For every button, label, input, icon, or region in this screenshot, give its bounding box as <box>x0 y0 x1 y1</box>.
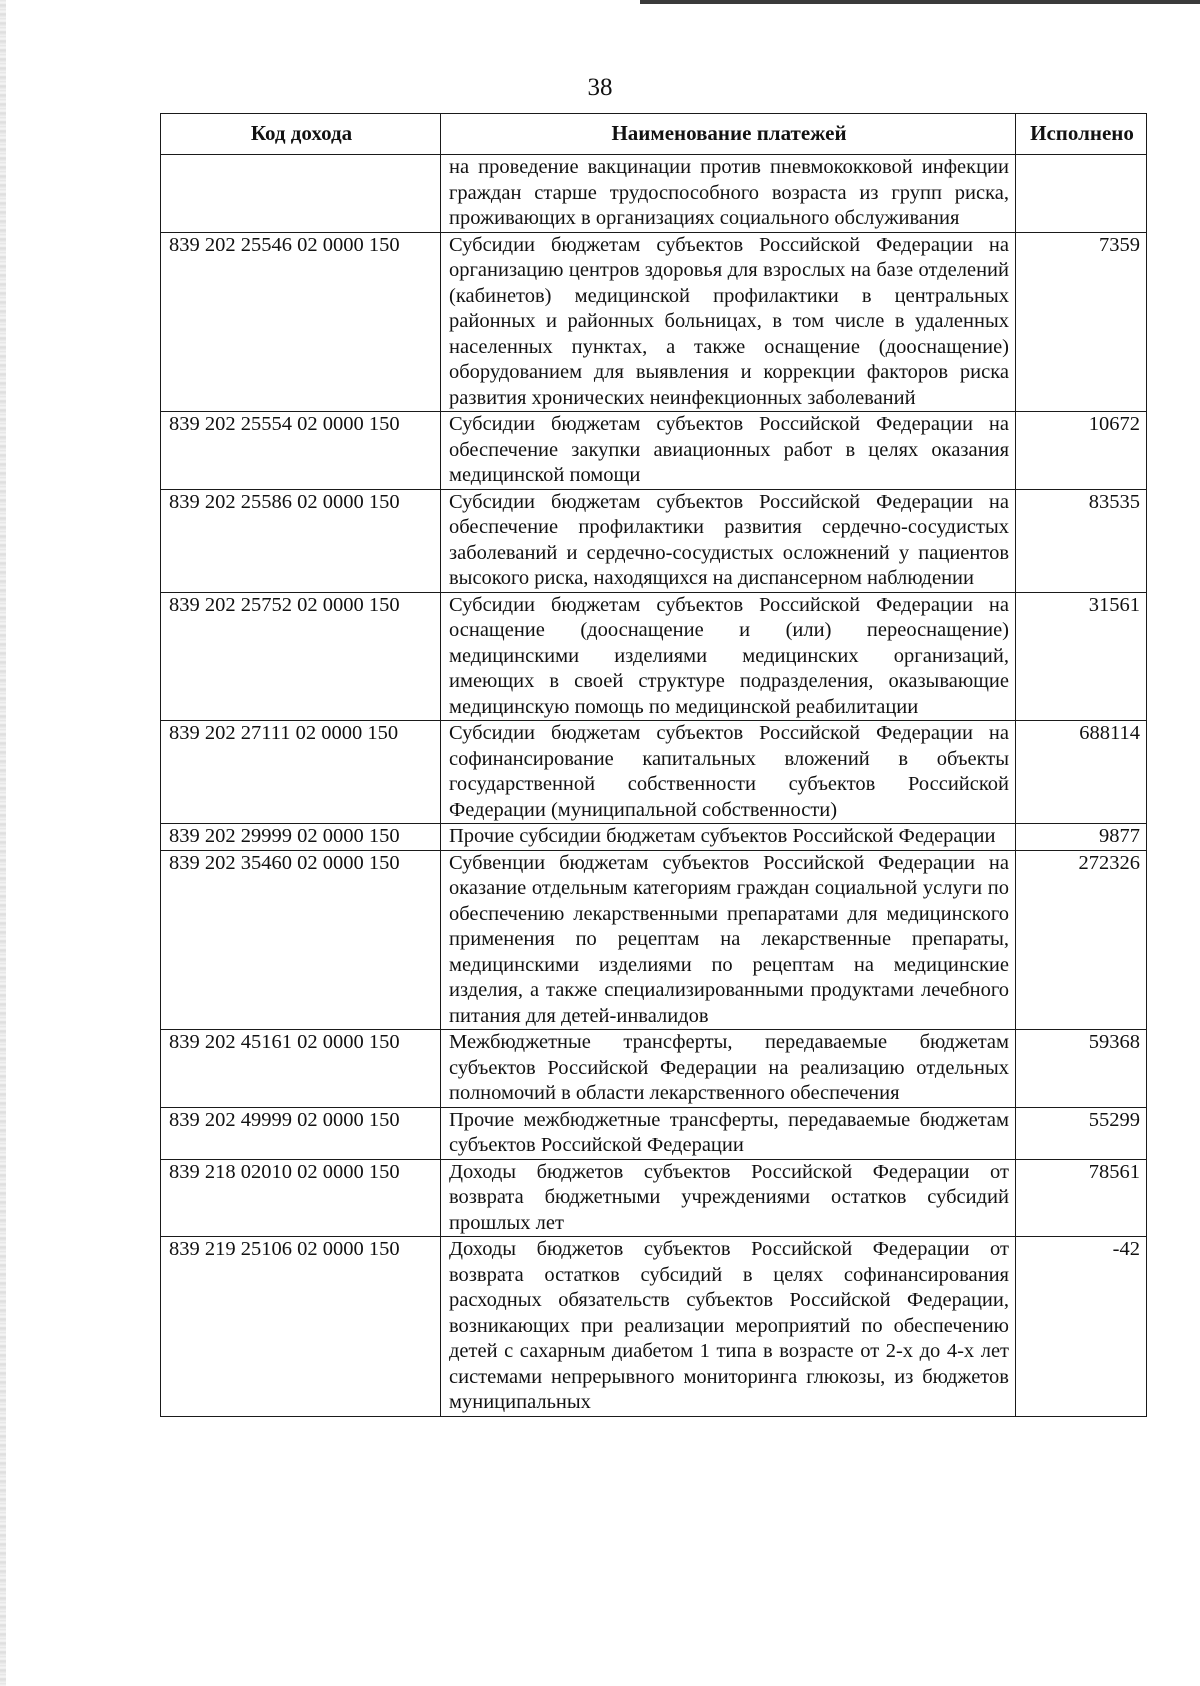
payment-name: Субсидии бюджетам субъектов Российской Федерации на обеспечение профилактики развития сердечно-сосудистых заболеваний и сердечно-сосудистых осложнений у пациентов высокого риска, находящихся на диспансерном наблюдении <box>441 489 1016 592</box>
income-code: 839 202 29999 02 0000 150 <box>161 824 441 851</box>
payment-name: на проведение вакцинации против пневмококковой инфекции граждан старше трудоспособного возраста из групп риска, проживающих в организациях социального обслуживания <box>441 155 1016 233</box>
header-code: Код дохода <box>161 114 441 155</box>
table-row <box>161 1159 1147 1237</box>
payment-name: Субсидии бюджетам субъектов Российской Федерации на оснащение (дооснащение и (или) переоснащение) медицинскими изделиями медицинских организаций, имеющих в своей структуре подразделения, оказывающие медицинскую помощь по медицинской реабилитации <box>441 592 1016 721</box>
income-code: 839 202 49999 02 0000 150 <box>161 1107 441 1159</box>
table-row <box>161 412 1147 490</box>
payment-name: Субсидии бюджетам субъектов Российской Федерации на организацию центров здоровья для взрослых на базе отделений (кабинетов) медицинской профилактики в центральных районных и районных больницах, в том числе в удаленных населенных пунктах, а также оснащение (дооснащение) оборудованием для выявления и коррекции факторов риска развития хронических неинфекционных заболеваний <box>441 232 1016 412</box>
payment-name: Прочие межбюджетные трансферты, передаваемые бюджетам субъектов Российской Федерации <box>441 1107 1016 1159</box>
executed-amount: 10672 <box>1016 412 1147 490</box>
income-code: 839 202 35460 02 0000 150 <box>161 850 441 1030</box>
table-row <box>161 489 1147 592</box>
income-code: 839 202 45161 02 0000 150 <box>161 1030 441 1108</box>
page-number: 38 <box>587 74 613 101</box>
executed-amount: 272326 <box>1016 850 1147 1030</box>
executed-amount: 7359 <box>1016 232 1147 412</box>
income-code: 839 202 25752 02 0000 150 <box>161 592 441 721</box>
payment-name: Субсидии бюджетам субъектов Российской Федерации на обеспечение закупки авиационных работ в целях оказания медицинской помощи <box>441 412 1016 490</box>
income-code: 839 202 27111 02 0000 150 <box>161 721 441 824</box>
table-row <box>161 155 1147 233</box>
table-row <box>161 232 1147 412</box>
executed-amount: 78561 <box>1016 1159 1147 1237</box>
payment-name: Субвенции бюджетам субъектов Российской Федерации на оказание отдельным категориям граждан социальной услуги по обеспечению лекарственными препаратами для медицинского применения по рецептам на лекарственные препараты, медицинскими изделиями по рецептам на медицинские изделия, а также специализированными продуктами лечебного питания для детей-инвалидов <box>441 850 1016 1030</box>
payment-name: Межбюджетные трансферты, передаваемые бюджетам субъектов Российской Федерации на реализацию отдельных полномочий в области лекарственного обеспечения <box>441 1030 1016 1108</box>
income-code: 839 219 25106 02 0000 150 <box>161 1237 441 1417</box>
executed-amount: 9877 <box>1016 824 1147 851</box>
payment-name: Прочие субсидии бюджетам субъектов Российской Федерации <box>441 824 1016 851</box>
scan-edge <box>0 0 6 1686</box>
payment-name: Доходы бюджетов субъектов Российской Федерации от возврата остатков субсидий в целях софинансирования расходных обязательств субъектов Российской Федерации, возникающих при реализации мероприятий по обеспечению детей с сахарным диабетом 1 типа в возрасте от 2-х до 4-х лет системами непрерывного мониторинга глюкозы, из бюджетов муниципальных <box>441 1237 1016 1417</box>
table-header-row <box>161 114 1147 155</box>
executed-amount: 55299 <box>1016 1107 1147 1159</box>
payment-name: Доходы бюджетов субъектов Российской Федерации от возврата бюджетными учреждениями остатков субсидий прошлых лет <box>441 1159 1016 1237</box>
income-code: 839 202 25586 02 0000 150 <box>161 489 441 592</box>
payment-name: Субсидии бюджетам субъектов Российской Федерации на софинансирование капитальных вложений в объекты государственной собственности субъектов Российской Федерации (муниципальной собственности) <box>441 721 1016 824</box>
income-code: 839 202 25554 02 0000 150 <box>161 412 441 490</box>
income-code <box>161 155 441 233</box>
executed-amount: -42 <box>1016 1237 1147 1417</box>
scan-artifact <box>640 0 1200 4</box>
executed-amount: 83535 <box>1016 489 1147 592</box>
income-code: 839 202 25546 02 0000 150 <box>161 232 441 412</box>
table-row <box>161 1030 1147 1108</box>
table-row <box>161 1107 1147 1159</box>
header-amount: Исполнено <box>1016 114 1147 155</box>
executed-amount: 688114 <box>1016 721 1147 824</box>
income-code: 839 218 02010 02 0000 150 <box>161 1159 441 1237</box>
executed-amount: 59368 <box>1016 1030 1147 1108</box>
table-row <box>161 1237 1147 1417</box>
table-row <box>161 850 1147 1030</box>
executed-amount: 31561 <box>1016 592 1147 721</box>
revenue-table <box>160 113 1147 1417</box>
header-name: Наименование платежей <box>441 114 1016 155</box>
table-row <box>161 592 1147 721</box>
executed-amount <box>1016 155 1147 233</box>
table-row <box>161 824 1147 851</box>
table-row <box>161 721 1147 824</box>
